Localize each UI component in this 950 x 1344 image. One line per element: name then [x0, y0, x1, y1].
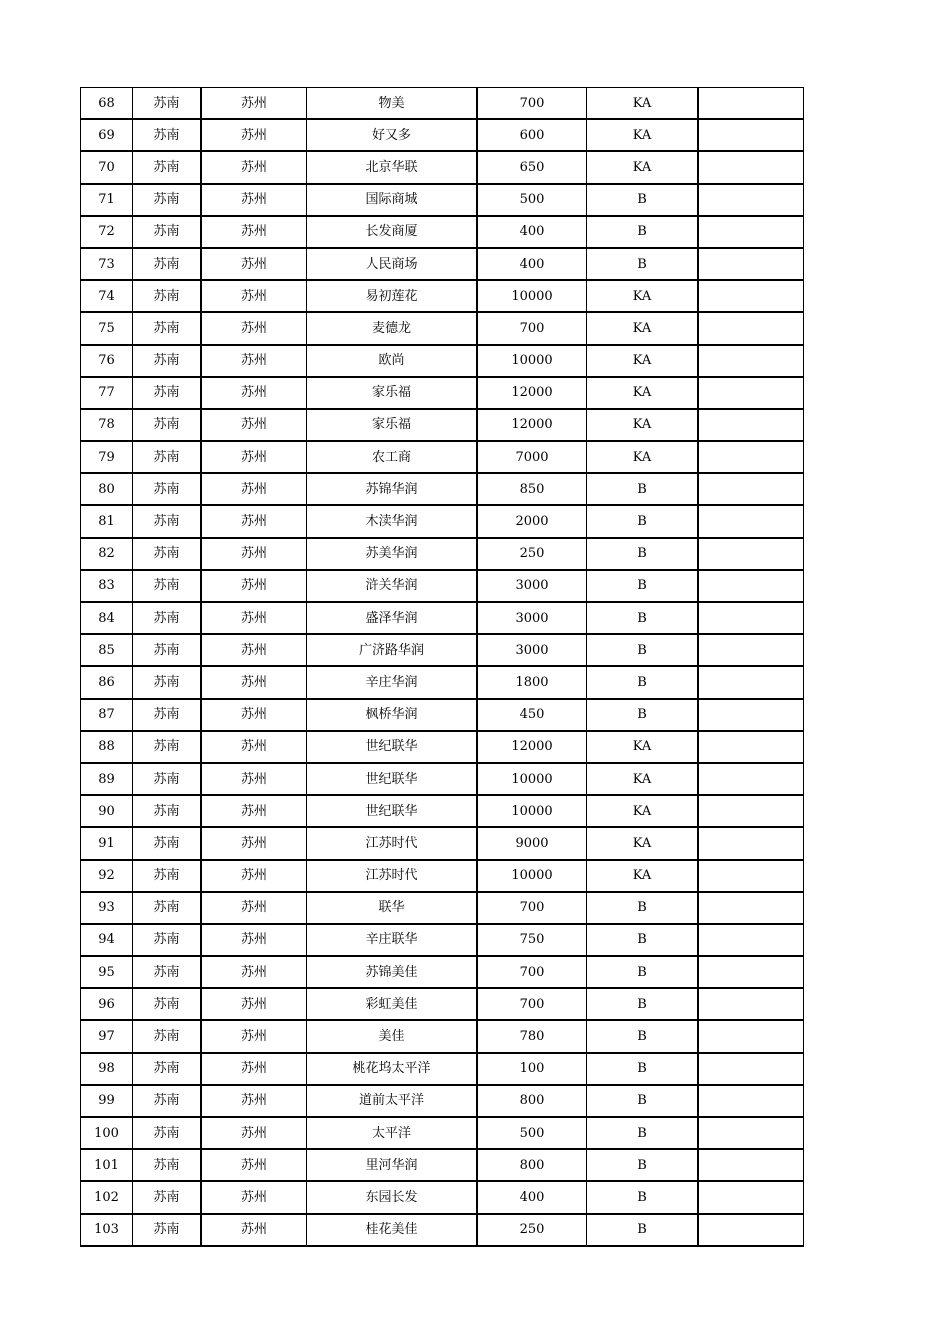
cell-area: 500 [477, 1117, 587, 1149]
cell-area: 3000 [477, 634, 587, 666]
cell-store-type: B [587, 602, 699, 634]
cell-region: 苏南 [133, 731, 202, 763]
cell-note [698, 570, 804, 602]
cell-store-type: KA [587, 409, 699, 441]
cell-store-name: 木渎华润 [307, 505, 478, 537]
cell-store-type: KA [587, 827, 699, 859]
cell-note [698, 1053, 804, 1085]
cell-row-number: 82 [81, 538, 133, 570]
cell-store-name: 物美 [307, 88, 478, 120]
cell-row-number: 77 [81, 377, 133, 409]
table-row [81, 119, 804, 151]
cell-area: 750 [477, 924, 587, 956]
cell-row-number: 96 [81, 988, 133, 1020]
cell-store-name: 辛庄联华 [307, 924, 478, 956]
cell-store-name: 世纪联华 [307, 795, 478, 827]
cell-store-type: B [587, 988, 699, 1020]
cell-region: 苏南 [133, 1214, 202, 1246]
cell-row-number: 99 [81, 1085, 133, 1117]
table-row [81, 1053, 804, 1085]
cell-area: 600 [477, 119, 587, 151]
cell-city: 苏州 [201, 602, 307, 634]
cell-area: 1800 [477, 666, 587, 698]
cell-area: 12000 [477, 409, 587, 441]
cell-store-type: B [587, 699, 699, 731]
cell-store-name: 世纪联华 [307, 763, 478, 795]
cell-region: 苏南 [133, 860, 202, 892]
cell-row-number: 93 [81, 892, 133, 924]
table-row [81, 377, 804, 409]
cell-region: 苏南 [133, 956, 202, 988]
table-row [81, 1149, 804, 1181]
cell-store-name: 桂花美佳 [307, 1214, 478, 1246]
cell-city: 苏州 [201, 409, 307, 441]
table-row [81, 248, 804, 280]
cell-city: 苏州 [201, 441, 307, 473]
cell-area: 10000 [477, 860, 587, 892]
cell-note [698, 795, 804, 827]
cell-store-name: 彩虹美佳 [307, 988, 478, 1020]
cell-region: 苏南 [133, 409, 202, 441]
cell-note [698, 602, 804, 634]
cell-row-number: 87 [81, 699, 133, 731]
cell-region: 苏南 [133, 795, 202, 827]
cell-store-type: KA [587, 280, 699, 312]
cell-store-name: 辛庄华润 [307, 666, 478, 698]
table-row [81, 345, 804, 377]
cell-area: 10000 [477, 280, 587, 312]
table-row [81, 924, 804, 956]
cell-region: 苏南 [133, 666, 202, 698]
cell-row-number: 68 [81, 88, 133, 120]
table-row [81, 88, 804, 120]
cell-store-type: KA [587, 441, 699, 473]
cell-region: 苏南 [133, 345, 202, 377]
table-row [81, 1181, 804, 1213]
cell-note [698, 763, 804, 795]
cell-city: 苏州 [201, 184, 307, 216]
cell-area: 700 [477, 88, 587, 120]
cell-city: 苏州 [201, 924, 307, 956]
cell-row-number: 70 [81, 151, 133, 183]
cell-region: 苏南 [133, 441, 202, 473]
cell-region: 苏南 [133, 151, 202, 183]
cell-store-name: 联华 [307, 892, 478, 924]
cell-city: 苏州 [201, 216, 307, 248]
cell-region: 苏南 [133, 1149, 202, 1181]
cell-area: 9000 [477, 827, 587, 859]
cell-store-name: 家乐福 [307, 377, 478, 409]
table-row [81, 602, 804, 634]
cell-store-name: 盛泽华润 [307, 602, 478, 634]
cell-area: 800 [477, 1149, 587, 1181]
cell-store-name: 枫桥华润 [307, 699, 478, 731]
cell-row-number: 81 [81, 505, 133, 537]
cell-store-type: B [587, 924, 699, 956]
cell-store-name: 家乐福 [307, 409, 478, 441]
cell-note [698, 345, 804, 377]
cell-note [698, 538, 804, 570]
cell-city: 苏州 [201, 731, 307, 763]
cell-row-number: 98 [81, 1053, 133, 1085]
cell-region: 苏南 [133, 634, 202, 666]
cell-area: 7000 [477, 441, 587, 473]
cell-city: 苏州 [201, 377, 307, 409]
cell-region: 苏南 [133, 763, 202, 795]
cell-row-number: 74 [81, 280, 133, 312]
cell-row-number: 92 [81, 860, 133, 892]
cell-area: 10000 [477, 795, 587, 827]
cell-city: 苏州 [201, 151, 307, 183]
cell-store-name: 人民商场 [307, 248, 478, 280]
cell-city: 苏州 [201, 88, 307, 120]
cell-note [698, 1181, 804, 1213]
cell-row-number: 84 [81, 602, 133, 634]
table-row [81, 184, 804, 216]
cell-region: 苏南 [133, 216, 202, 248]
cell-area: 400 [477, 248, 587, 280]
cell-store-type: B [587, 1149, 699, 1181]
cell-region: 苏南 [133, 602, 202, 634]
cell-city: 苏州 [201, 1085, 307, 1117]
cell-region: 苏南 [133, 988, 202, 1020]
cell-area: 400 [477, 216, 587, 248]
table-row [81, 892, 804, 924]
table-row [81, 731, 804, 763]
cell-area: 12000 [477, 731, 587, 763]
cell-city: 苏州 [201, 1020, 307, 1052]
table-row [81, 280, 804, 312]
cell-row-number: 88 [81, 731, 133, 763]
cell-area: 700 [477, 892, 587, 924]
cell-city: 苏州 [201, 312, 307, 344]
cell-region: 苏南 [133, 1020, 202, 1052]
cell-note [698, 924, 804, 956]
cell-store-type: B [587, 184, 699, 216]
cell-row-number: 83 [81, 570, 133, 602]
cell-row-number: 97 [81, 1020, 133, 1052]
cell-area: 2000 [477, 505, 587, 537]
cell-store-name: 苏美华润 [307, 538, 478, 570]
cell-store-name: 太平洋 [307, 1117, 478, 1149]
cell-store-type: B [587, 570, 699, 602]
cell-row-number: 79 [81, 441, 133, 473]
cell-store-name: 桃花坞太平洋 [307, 1053, 478, 1085]
cell-city: 苏州 [201, 666, 307, 698]
cell-region: 苏南 [133, 184, 202, 216]
cell-store-type: KA [587, 119, 699, 151]
cell-row-number: 86 [81, 666, 133, 698]
cell-area: 3000 [477, 602, 587, 634]
table-row [81, 312, 804, 344]
cell-store-type: KA [587, 345, 699, 377]
cell-region: 苏南 [133, 538, 202, 570]
cell-row-number: 101 [81, 1149, 133, 1181]
cell-city: 苏州 [201, 1053, 307, 1085]
cell-store-type: B [587, 634, 699, 666]
cell-city: 苏州 [201, 570, 307, 602]
cell-note [698, 988, 804, 1020]
cell-row-number: 85 [81, 634, 133, 666]
cell-area: 12000 [477, 377, 587, 409]
cell-store-name: 欧尚 [307, 345, 478, 377]
table-row [81, 666, 804, 698]
cell-area: 700 [477, 956, 587, 988]
cell-row-number: 69 [81, 119, 133, 151]
cell-row-number: 75 [81, 312, 133, 344]
cell-note [698, 827, 804, 859]
cell-note [698, 88, 804, 120]
cell-row-number: 76 [81, 345, 133, 377]
cell-store-name: 苏锦美佳 [307, 956, 478, 988]
cell-note [698, 892, 804, 924]
cell-store-type: B [587, 666, 699, 698]
cell-city: 苏州 [201, 795, 307, 827]
cell-store-type: B [587, 505, 699, 537]
cell-note [698, 956, 804, 988]
cell-store-name: 北京华联 [307, 151, 478, 183]
cell-region: 苏南 [133, 1117, 202, 1149]
cell-area: 700 [477, 312, 587, 344]
cell-store-name: 道前太平洋 [307, 1085, 478, 1117]
cell-row-number: 78 [81, 409, 133, 441]
cell-region: 苏南 [133, 892, 202, 924]
cell-note [698, 473, 804, 505]
table-row [81, 763, 804, 795]
cell-store-name: 江苏时代 [307, 827, 478, 859]
cell-store-type: KA [587, 795, 699, 827]
cell-store-type: B [587, 1053, 699, 1085]
cell-row-number: 103 [81, 1214, 133, 1246]
cell-region: 苏南 [133, 505, 202, 537]
table-row [81, 505, 804, 537]
cell-area: 650 [477, 151, 587, 183]
cell-area: 800 [477, 1085, 587, 1117]
cell-store-type: KA [587, 151, 699, 183]
cell-row-number: 100 [81, 1117, 133, 1149]
cell-store-type: B [587, 1085, 699, 1117]
cell-city: 苏州 [201, 988, 307, 1020]
cell-store-name: 美佳 [307, 1020, 478, 1052]
cell-city: 苏州 [201, 473, 307, 505]
cell-row-number: 73 [81, 248, 133, 280]
table-row [81, 1214, 804, 1246]
cell-row-number: 72 [81, 216, 133, 248]
cell-region: 苏南 [133, 248, 202, 280]
cell-area: 850 [477, 473, 587, 505]
cell-area: 10000 [477, 345, 587, 377]
cell-area: 250 [477, 1214, 587, 1246]
cell-store-name: 江苏时代 [307, 860, 478, 892]
table-row [81, 795, 804, 827]
cell-row-number: 89 [81, 763, 133, 795]
cell-city: 苏州 [201, 1149, 307, 1181]
cell-note [698, 216, 804, 248]
cell-city: 苏州 [201, 538, 307, 570]
cell-region: 苏南 [133, 88, 202, 120]
cell-city: 苏州 [201, 119, 307, 151]
cell-region: 苏南 [133, 119, 202, 151]
cell-store-name: 里河华润 [307, 1149, 478, 1181]
cell-note [698, 184, 804, 216]
table-row [81, 570, 804, 602]
cell-region: 苏南 [133, 377, 202, 409]
cell-row-number: 102 [81, 1181, 133, 1213]
cell-row-number: 90 [81, 795, 133, 827]
table-row [81, 860, 804, 892]
cell-note [698, 1117, 804, 1149]
cell-region: 苏南 [133, 280, 202, 312]
cell-store-name: 世纪联华 [307, 731, 478, 763]
cell-city: 苏州 [201, 763, 307, 795]
cell-store-type: B [587, 1020, 699, 1052]
table-row [81, 409, 804, 441]
store-table [80, 87, 804, 1247]
cell-note [698, 1085, 804, 1117]
cell-store-type: B [587, 216, 699, 248]
cell-note [698, 860, 804, 892]
cell-note [698, 699, 804, 731]
cell-row-number: 80 [81, 473, 133, 505]
cell-store-name: 浒关华润 [307, 570, 478, 602]
cell-store-name: 长发商厦 [307, 216, 478, 248]
cell-area: 100 [477, 1053, 587, 1085]
cell-store-type: B [587, 892, 699, 924]
cell-note [698, 1214, 804, 1246]
cell-store-name: 广济路华润 [307, 634, 478, 666]
cell-store-name: 国际商城 [307, 184, 478, 216]
cell-row-number: 95 [81, 956, 133, 988]
cell-note [698, 248, 804, 280]
cell-store-type: B [587, 248, 699, 280]
cell-row-number: 71 [81, 184, 133, 216]
table-row [81, 441, 804, 473]
cell-area: 450 [477, 699, 587, 731]
cell-city: 苏州 [201, 699, 307, 731]
table-row [81, 956, 804, 988]
table-row [81, 538, 804, 570]
cell-city: 苏州 [201, 634, 307, 666]
cell-city: 苏州 [201, 345, 307, 377]
cell-store-type: KA [587, 88, 699, 120]
cell-city: 苏州 [201, 1181, 307, 1213]
cell-note [698, 377, 804, 409]
cell-note [698, 1020, 804, 1052]
cell-store-type: B [587, 538, 699, 570]
cell-store-type: KA [587, 312, 699, 344]
cell-region: 苏南 [133, 1053, 202, 1085]
cell-store-type: B [587, 1181, 699, 1213]
cell-store-type: KA [587, 763, 699, 795]
cell-region: 苏南 [133, 699, 202, 731]
cell-store-type: B [587, 473, 699, 505]
cell-store-type: KA [587, 860, 699, 892]
cell-note [698, 505, 804, 537]
cell-city: 苏州 [201, 892, 307, 924]
table-row [81, 988, 804, 1020]
cell-area: 10000 [477, 763, 587, 795]
cell-area: 400 [477, 1181, 587, 1213]
cell-region: 苏南 [133, 1181, 202, 1213]
cell-store-type: KA [587, 731, 699, 763]
cell-note [698, 731, 804, 763]
cell-region: 苏南 [133, 827, 202, 859]
cell-area: 250 [477, 538, 587, 570]
cell-city: 苏州 [201, 505, 307, 537]
table-row [81, 1117, 804, 1149]
table-row [81, 151, 804, 183]
cell-city: 苏州 [201, 280, 307, 312]
table-row [81, 827, 804, 859]
cell-store-name: 苏锦华润 [307, 473, 478, 505]
cell-region: 苏南 [133, 312, 202, 344]
cell-city: 苏州 [201, 956, 307, 988]
cell-store-name: 东园长发 [307, 1181, 478, 1213]
cell-region: 苏南 [133, 1085, 202, 1117]
cell-region: 苏南 [133, 473, 202, 505]
cell-area: 780 [477, 1020, 587, 1052]
cell-note [698, 312, 804, 344]
cell-note [698, 119, 804, 151]
store-table-body [81, 88, 804, 1246]
table-row [81, 473, 804, 505]
cell-city: 苏州 [201, 1214, 307, 1246]
table-row [81, 1085, 804, 1117]
cell-area: 3000 [477, 570, 587, 602]
cell-area: 500 [477, 184, 587, 216]
cell-store-name: 好又多 [307, 119, 478, 151]
cell-store-name: 农工商 [307, 441, 478, 473]
cell-note [698, 441, 804, 473]
cell-city: 苏州 [201, 860, 307, 892]
cell-city: 苏州 [201, 248, 307, 280]
cell-note [698, 634, 804, 666]
cell-note [698, 1149, 804, 1181]
cell-row-number: 91 [81, 827, 133, 859]
cell-area: 700 [477, 988, 587, 1020]
table-row [81, 634, 804, 666]
cell-store-type: B [587, 956, 699, 988]
table-row [81, 699, 804, 731]
cell-store-name: 麦德龙 [307, 312, 478, 344]
cell-store-name: 易初莲花 [307, 280, 478, 312]
cell-region: 苏南 [133, 924, 202, 956]
table-row [81, 1020, 804, 1052]
cell-city: 苏州 [201, 1117, 307, 1149]
cell-note [698, 151, 804, 183]
cell-note [698, 409, 804, 441]
cell-row-number: 94 [81, 924, 133, 956]
cell-store-type: B [587, 1214, 699, 1246]
cell-note [698, 280, 804, 312]
cell-store-type: KA [587, 377, 699, 409]
cell-region: 苏南 [133, 570, 202, 602]
cell-note [698, 666, 804, 698]
cell-city: 苏州 [201, 827, 307, 859]
cell-store-type: B [587, 1117, 699, 1149]
table-row [81, 216, 804, 248]
